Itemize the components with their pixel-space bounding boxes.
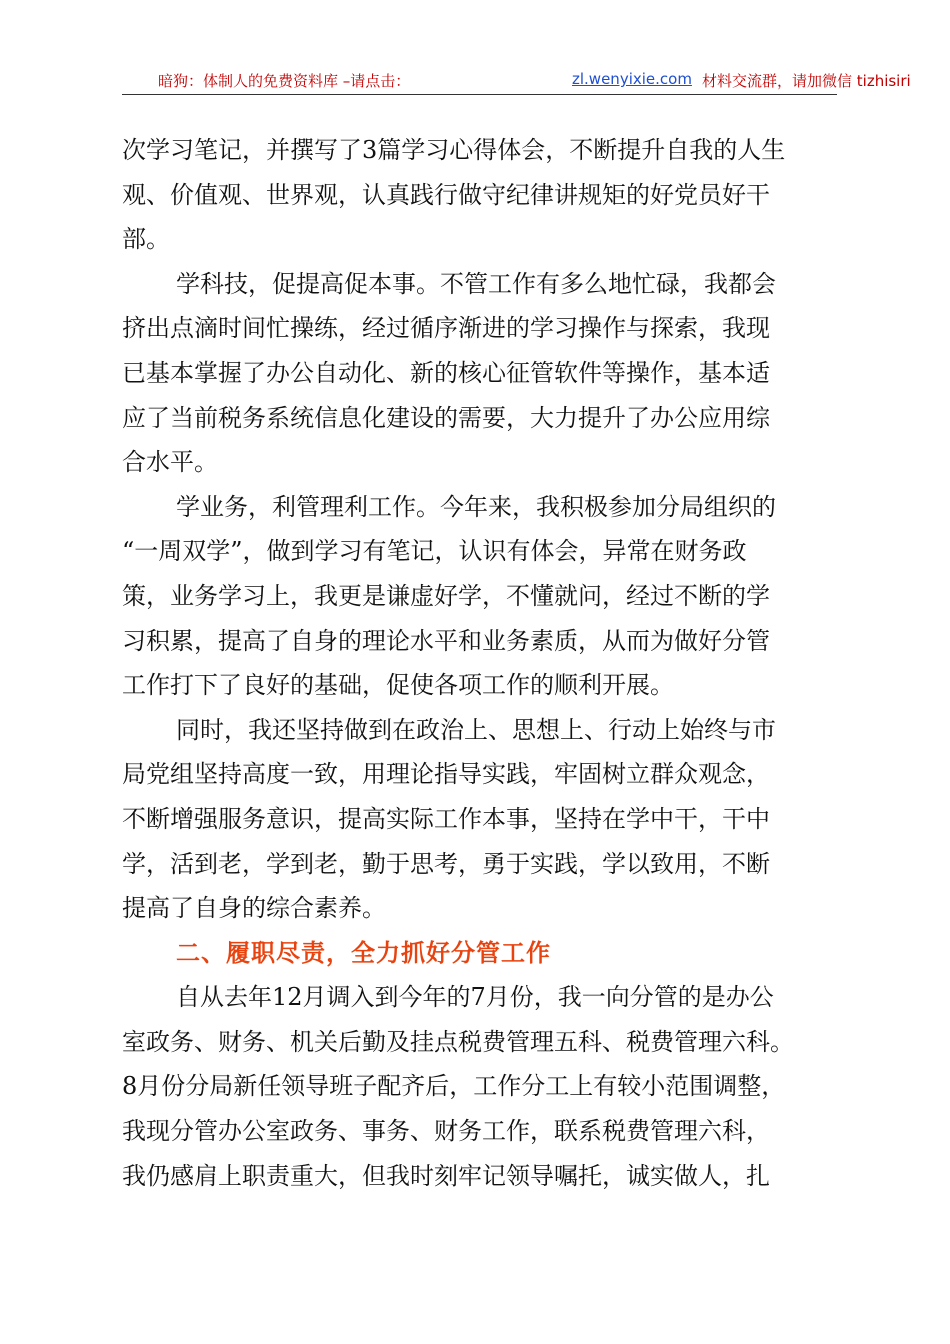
text-line: 局党组坚持高度一致，用理论指导实践，牢固树立群众观念，: [122, 760, 770, 789]
text-line: 同时，我还坚持做到在政治上、思想上、行动上始终与市: [176, 715, 776, 744]
text-line: 我仍感肩上职责重大，但我时刻牢记领导嘱托，诚实做人，扎: [122, 1161, 770, 1190]
text-line: 部。: [122, 225, 170, 254]
text-line: 次学习笔记，并撰写了3篇学习心得体会，不断提升自我的人生: [122, 136, 786, 164]
text-line: 提高了自身的综合素养。: [122, 894, 386, 923]
header-source-text: 暗狗：体制人的免费资料库 –请点击：: [158, 72, 411, 90]
page-header: [122, 70, 911, 95]
text-line: 工作打下了良好的基础，促使各项工作的顺利开展。: [122, 671, 674, 700]
text-line: 应了当前税务系统信息化建设的需要，大力提升了办公应用综: [122, 403, 770, 432]
document-body: [122, 128, 838, 1198]
text-line: 观、价值观、世界观，认真践行做守纪律讲规矩的好党员好干: [122, 180, 770, 209]
text-line: 策，业务学习上，我更是谦虚好学，不懂就问，经过不断的学: [122, 581, 770, 610]
paragraph-5: [122, 975, 838, 1198]
section-heading: 二、履职尽责，全力抓好分管工作: [176, 938, 551, 967]
text-line: “一周双学”，做到学习有笔记，认识有体会，异常在财务政: [122, 537, 747, 566]
text-line: 我现分管办公室政务、事务、财务工作，联系税费管理六科，: [122, 1117, 770, 1146]
text-line: 自从去年12月调入到今年的7月份，我一向分管的是办公: [176, 983, 774, 1012]
text-line: 习积累，提高了自身的理论水平和业务素质，从而为做好分管: [122, 626, 770, 655]
text-line: 学业务，利管理利工作。今年来，我积极参加分局组织的: [176, 492, 776, 521]
paragraph-3: [122, 485, 838, 708]
text-line: 不断增强服务意识，提高实际工作本事，坚持在学中干，干中: [122, 804, 770, 833]
paragraph-4: [122, 708, 838, 931]
header-link[interactable]: zl.wenyixie.com: [572, 70, 692, 88]
text-line: 挤出点滴时间忙操练，经过循序渐进的学习操作与探索，我现: [122, 314, 770, 343]
paragraph-1: [122, 128, 838, 262]
header-contact-text: 材料交流群，请加微信 tizhisiri: [702, 72, 911, 90]
text-line: 已基本掌握了办公自动化、新的核心征管软件等操作，基本适: [122, 358, 770, 387]
text-line: 学科技，促提高促本事。不管工作有多么地忙碌，我都会: [176, 269, 776, 298]
text-line: 室政务、财务、机关后勤及挂点税费管理五科、税费管理六科。: [122, 1027, 794, 1056]
paragraph-2: [122, 262, 838, 485]
text-line: 合水平。: [122, 448, 218, 477]
text-line: 8月份分局新任领导班子配齐后，工作分工上有较小范围调整，: [122, 1072, 786, 1101]
text-line: 学，活到老，学到老，勤于思考，勇于实践，学以致用，不断: [122, 849, 770, 878]
